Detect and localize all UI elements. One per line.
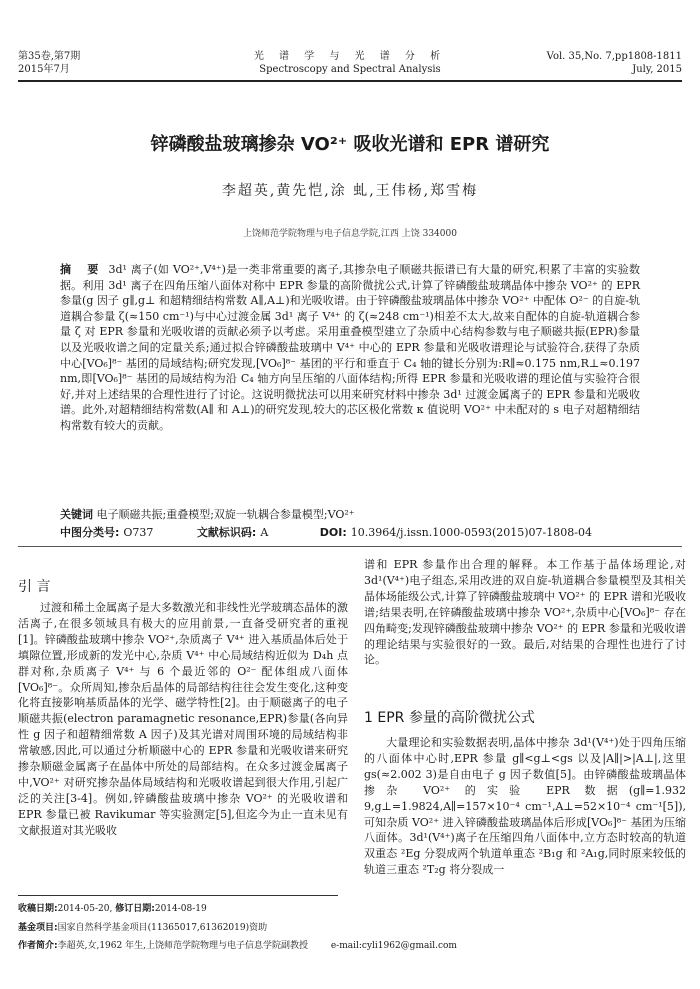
bio-label: 作者简介: xyxy=(18,941,58,951)
keywords-text: 电子顺磁共振;重叠模型;双旋一轨耦合参量模型;VO²⁺ xyxy=(96,508,355,521)
epr-paragraph: 大量理论和实验数据表明,晶体中掺杂 3d¹(V⁴⁺)处于四角压缩的八面体中心时,EPR 参量 g∥<g⊥<gs 以及|A∥|>|A⊥|,这里 gs(≈2.002 3)是自由电子 g 因子数值[5]。由锌磷酸盐玻璃晶体掺杂 VO²⁺ 的实验 EPR 数据(g∥=1.932 9,g⊥=1.9824,A∥=157×10⁻⁴ cm⁻¹,A⊥=52×10⁻⁴ cm⁻¹[5]),可知杂质 VO²⁺ 进入锌磷酸盐玻璃晶体后形成[VO₆]⁸⁻ 基团为压缩八面体。3d¹(V⁴⁺)离子在压缩四角八面体中,立方态时较高的轨道双重态 ²Eg 分裂成两个轨道单重态 ²B₁g 和 ²A₁g,同时原来较低的轨道三重态 ²T₂g 将分裂成一 xyxy=(364,736,686,877)
affiliation: 上饶师范学院物理与电子信息学院,江西 上饶 334000 xyxy=(243,229,457,239)
clc-value: O737 xyxy=(123,526,154,539)
footnote-rule xyxy=(18,895,338,896)
clc-label: 中图分类号: xyxy=(60,526,120,539)
header-right xyxy=(547,50,682,76)
fund-label: 基金项目: xyxy=(18,922,58,933)
doc-code-label: 文献标识码: xyxy=(196,526,257,539)
author-list: 李超英,黄先恺,涂 虬,王伟杨,郑雪梅 xyxy=(221,183,479,199)
keywords xyxy=(60,507,640,522)
section-heading-introduction: 引 言 xyxy=(18,579,51,595)
intro-continuation: 谱和 EPR 参量作出合理的解释。本工作基于晶体场理论,对 3d¹(V⁴⁺)电子组态,采用改进的双自旋-轨道耦合参量模型及其相关晶体场能级公式,计算了锌磷酸盐玻璃中 VO²⁺ 的 EPR 谱和光吸收谱;结果表明,在锌磷酸盐玻璃中掺杂 VO²⁺,杂质中心[VO₆]⁸⁻ 存在四角畸变;发现锌磷酸盐玻璃中掺杂 VO²⁺ 的 EPR 参量和光吸收谱的理论结果与实验很好的一致。最后,对结果的合理性也进行了讨论。 xyxy=(364,558,686,667)
section-heading-epr: 1 EPR 参量的高阶微扰公式 xyxy=(364,710,535,726)
intro-paragraph: 过渡和稀土金属离子是大多数激光和非线性光学玻璃态晶体的激活离子,在很多领域具有极大的应用前景,一直备受研究者的重视[1]。锌磷酸盐玻璃中掺杂 VO²⁺,杂质离子 V⁴⁺ 进入基质晶体后处于填隙位置,形成新的发光中心,杂质 V⁴⁺ 中心局域结构近似为 D₄h 点群对称,杂质离子 V⁴⁺ 与 6 个最近邻的 O²⁻ 配体组成八面体[VO₆]⁸⁻。众所周知,掺杂后晶体的局部结构往往会发生变化,这种变化将直接影响基质晶体的光学、磁学特性[2]。由于顺磁离子的电子顺磁共振(electron paramagnetic resonance,EPR)参量(各向异性 g 因子和超精细常数 A 因子)及其光谱对周围环境的局域结构非常敏感,因此,可以通过分析顺磁中心的 EPR 参量和光吸收谱来研究掺杂顺磁金属离子在晶体中所处的局部结构。在众多过渡金属离子中,VO²⁺ 对研究掺杂晶体局域结构和光吸收谱起到很大作用,引起广泛的关注[3-4]。例如,锌磷酸盐玻璃中掺杂 VO²⁺ 的光吸收谱和 EPR 参量已被 Ravikumar 等实验测定[5],但迄今为止一直未见有文献报道对其光吸收 xyxy=(18,601,348,837)
header-left xyxy=(18,50,80,76)
bio-text: 李超英,女,1962 年生,上饶师范学院物理与电子信息学院副教授 xyxy=(57,941,308,951)
footnote-fund xyxy=(18,919,682,938)
left-column xyxy=(18,600,348,839)
abstract xyxy=(60,262,640,434)
volume-issue-cn: 第35卷,第7期 xyxy=(18,51,81,62)
footnotes xyxy=(18,900,682,956)
received-date: 2014-05-20 xyxy=(57,904,110,914)
author-email[interactable]: e-mail:cyli1962@gmail.com xyxy=(330,941,457,951)
revised-label: 修订日期: xyxy=(115,904,155,914)
received-label: 收稿日期: xyxy=(18,904,58,914)
abstract-label: 摘 要 xyxy=(60,263,105,276)
journal-name xyxy=(200,50,500,76)
footnote-dates: 收稿日期:2014-05-20, 修订日期:2014-08-19 xyxy=(18,904,207,914)
date-cn: 2015年7月 xyxy=(18,64,70,75)
section1-body xyxy=(364,735,686,878)
date-en: July, 2015 xyxy=(632,64,682,75)
header-rule xyxy=(18,80,682,82)
doi-label: DOI: xyxy=(319,526,347,539)
journal-name-en: Spectroscopy and Spectral Analysis xyxy=(259,64,441,75)
footnote-bio xyxy=(18,937,682,956)
paper-title: 锌磷酸盐玻璃掺杂 VO²⁺ 吸收光谱和 EPR 谱研究 xyxy=(150,134,550,155)
right-column xyxy=(364,557,686,668)
revised-date: 2014-08-19 xyxy=(154,904,207,914)
abstract-text: 3d¹ 离子(如 VO²⁺,V⁴⁺)是一类非常重要的离子,其掺杂电子顺磁共振谱已有大量的研究,积累了丰富的实验数据。利用 3d¹ 离子在四角压缩八面体对称中 EPR 参量的高阶微扰公式,计算了锌磷酸盐玻璃晶体中掺杂 VO²⁺ 的 EPR 参量(g 因子 g∥,g⊥ 和超精细结构常数 A∥,A⊥)和光吸收谱。由于锌磷酸盐玻璃晶体中掺杂 VO²⁺ 中配体 O²⁻ 的自旋-轨道耦合参量 ζ(≈150 cm⁻¹)与中心过渡金属 3d¹ 离子 V⁴⁺ 的 ζ(≈248 cm⁻¹)相差不太大,故来自配体的自旋-轨道耦合参量 ζ 对 EPR 参量和光吸收谱的贡献必须予以考虑。采用重叠模型建立了杂质中心结构参数与电子顺磁共振(EPR)参量以及光吸收谱之间的定量关系;通过拟合锌磷酸盐玻璃中 V⁴⁺ 中心的 EPR 参量和光吸收谱理论与试验符合,获得了杂质中心[VO₆]⁸⁻ 基团的局域结构;研究发现,[VO₆]⁸⁻ 基团的平行和垂直于 C₄ 轴的键长分别为:R∥≈0.175 nm,R⊥≈0.197 nm,即[VO₆]⁸⁻ 基团的局域结构为沿 C₄ 轴方向呈压缩的八面体结构;所得 EPR 参量和光吸收谱的理论值与实验符合很好,并对上述结果的合理性进行了讨论。这说明微扰法可以用来研究材料中掺杂 3d¹ 过渡金属离子的 EPR 参量和光吸收谱。此外,对超精细结构常数(A∥ 和 A⊥)的研究发现,较大的芯区极化常数 κ 值说明 VO²⁺ 中未配对的 s 电子对超精细结构常数有较大的贡献。 xyxy=(60,263,640,432)
classification-line xyxy=(60,525,660,540)
fund-text: 国家自然科学基金项目(11365017,61362019)资助 xyxy=(57,922,268,933)
abstract-separator xyxy=(18,546,682,547)
doc-code-value: A xyxy=(260,526,269,539)
volume-issue-en: Vol. 35,No. 7,pp1808-1811 xyxy=(546,51,682,62)
doi-value: 10.3964/j.issn.1000-0593(2015)07-1808-04 xyxy=(350,526,592,539)
keywords-label: 关键词 xyxy=(60,508,93,521)
journal-name-cn: 光 谱 学 与 光 谱 分 析 xyxy=(253,51,447,62)
